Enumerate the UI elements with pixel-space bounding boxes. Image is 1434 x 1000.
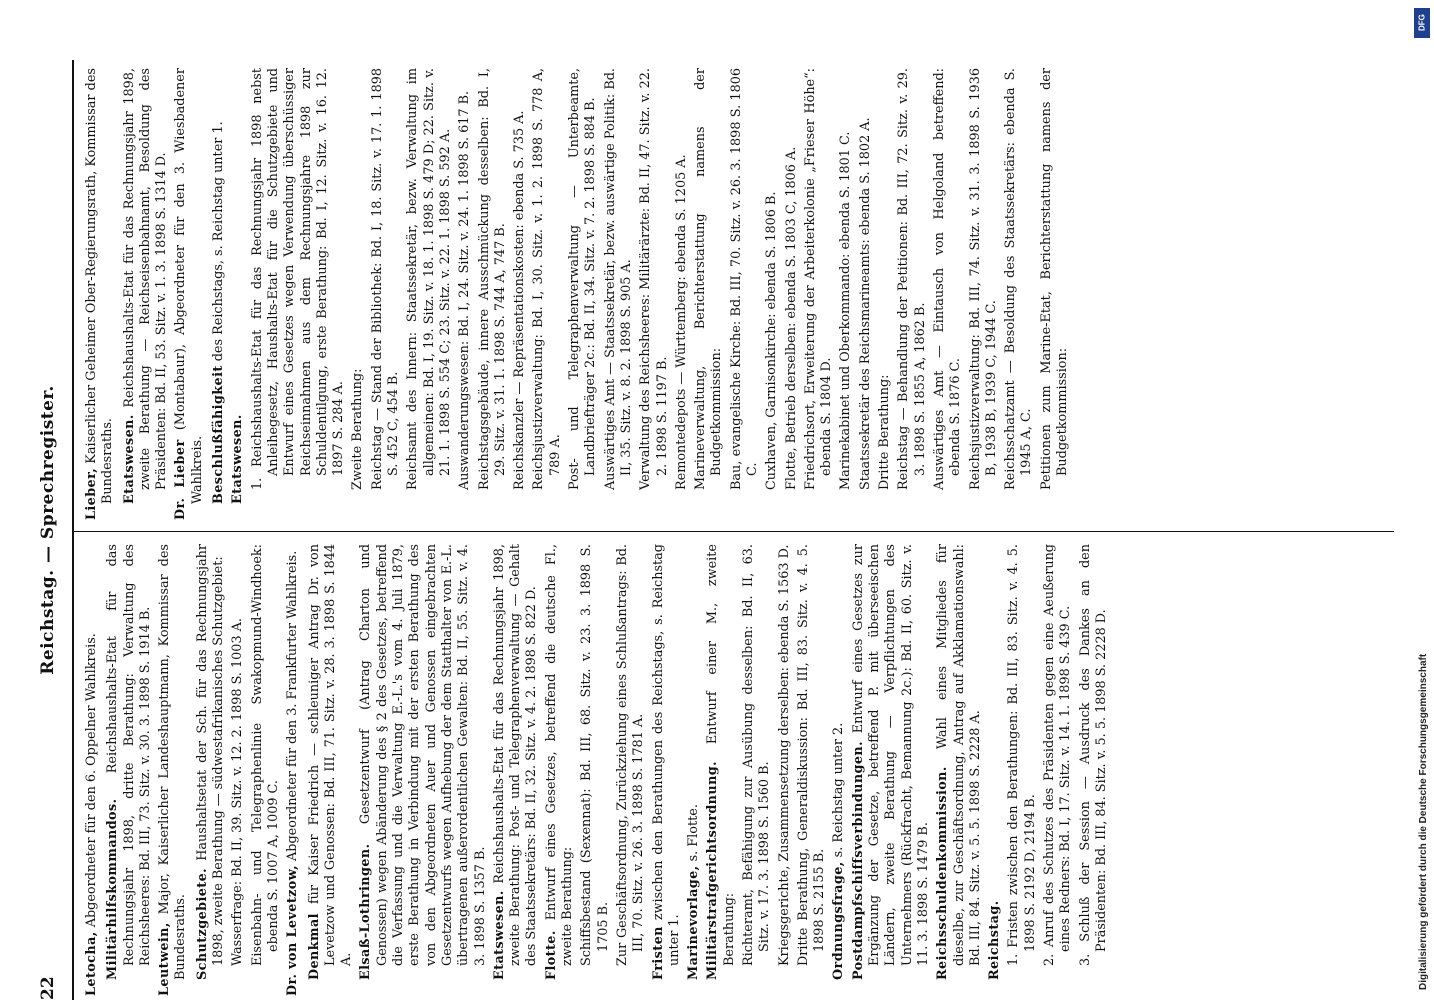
entry-text: Marineverwaltung, Berichterstattung namens der Budgetkommission: — [693, 68, 725, 490]
entry-heading: Etatswesen. — [230, 414, 246, 504]
entry-text: Flotte, Betrieb derselben: ebenda S. 1803 C, 1806 A. — [783, 146, 799, 490]
register-entry — [492, 544, 541, 996]
register-entry — [777, 544, 793, 996]
register-entry — [157, 544, 190, 996]
register-entry — [512, 68, 528, 520]
page-header — [30, 60, 72, 1000]
entry-text: s. Reichstag unter 2. — [831, 722, 847, 862]
entry-text: (Montabaur), Abgeordneter für den 3. Wiesbadener Wahlkreis. — [173, 68, 205, 504]
digitization-note: Digitalisierung gefördert durch die Deutsche Forschungsgemeinschaft — [1418, 653, 1429, 990]
entry-text: Reichshaushalts-Etat für das Rechnungsjahr 1898, zweite Berathung: Post- und Telegraphenverwaltung — Gehalt des Staatssekretärs: Bd. II, 32. Sitz. v. 4. 2. 1898 S. 822 D. — [491, 544, 540, 966]
register-entry — [729, 68, 762, 520]
entry-heading: Reichstag. — [987, 900, 1003, 980]
register-entry — [831, 544, 847, 996]
entry-heading: Schutzgebiete. — [194, 868, 210, 980]
entry-heading: Etatswesen. — [491, 890, 507, 980]
register-entry — [1039, 68, 1072, 520]
entry-text: Bau, evangelische Kirche: Bd. III, 70. Sitz. v. 26. 3. 1898 S. 1806 C. — [728, 68, 760, 490]
entry-text: 2. Anruf des Schutzes des Präsidenten gegen eine Aeußerung eines Redners: Bd. I, 17. Sitz. v. 14. 1. 1898 S. 439 C. — [1042, 544, 1074, 966]
register-entry — [250, 68, 348, 520]
register-entry — [784, 68, 800, 520]
entry-heading: Etatswesen. — [121, 414, 137, 504]
entry-text: Petitionen zum Marine-Etat, Berichterstattung namens der Budgetkommission: — [1038, 68, 1071, 490]
entry-text: Zweite Berathung: — [350, 368, 366, 490]
entry-text: Friedrichsort, Erweiterung der Arbeiterkolonie „Frieser Höhe“: ebenda S. 1804 D. — [802, 68, 835, 490]
entry-text: Reichstag — Stand der Bibliothek: Bd. I, 18. Sitz. v. 17. 1. 1898 S. 452 C, 454 B. — [369, 68, 402, 490]
dfg-logo: DFG — [1414, 8, 1430, 38]
entry-text: Dritte Berathung: — [877, 374, 893, 490]
entry-heading: Dr. von Levetzow, — [285, 865, 301, 996]
register-entry — [803, 68, 836, 520]
register-entry — [544, 544, 577, 996]
right-column — [84, 68, 1390, 520]
register-entry — [567, 68, 600, 520]
entry-text: zwischen den Berathungen des Reichstags, s. Reichstag unter 1. — [650, 544, 682, 966]
entry-text: Reichsjustizverwaltung: Bd. I, 30. Sitz. v. 1. 2. 1898 S. 778 A, 789 A. — [531, 68, 563, 490]
register-entry — [615, 544, 648, 996]
entry-text: für Kaiser Friedrich — schleuniger Antrag Dr. von Levetzow und Genossen: Bd. III, 71. Sitz. v. 28. 3. 1898 S. 1844 A. — [306, 544, 355, 966]
register-entry — [405, 68, 454, 520]
register-entry — [896, 68, 929, 520]
register-entry — [693, 68, 726, 520]
register-entry — [211, 68, 227, 520]
entry-text: Kriegsgerichte, Zusammensetzung derselben: ebenda S. 1563 D. — [776, 544, 792, 966]
entry-heading: Marinevorlage, — [686, 865, 702, 980]
entry-text: 3. Schluß der Session — Ausdruck des Dankes an den Präsidenten: Bd. III, 84. Sitz. v. 5. 5. 1898 S. 2228 D. — [1077, 544, 1109, 966]
entry-text: Auswärtiges Amt — Eintausch von Helgoland betreffend: ebenda S. 1876 C. — [931, 68, 964, 490]
entry-text: Entwurf eines Gesetzes zur Ergänzung der Gesetze, betreffend P. mit überseeischen Ländern, zweite Berathung — Verpflichtungen des Unternehmers (Rückfracht, Bemannung 2c.): Bd. II, 60. Sitz. v. 11. 3. 1898 S. 1479 B. — [850, 544, 931, 966]
register-entry — [350, 68, 366, 520]
register-entry — [686, 544, 702, 996]
register-entry — [307, 544, 356, 996]
register-entry — [796, 544, 829, 996]
entry-heading: Reichsschuldenkommission. — [935, 766, 951, 980]
register-entry — [230, 544, 246, 996]
entry-text: Reichsjustizverwaltung: Bd. III, 74. Sitz. v. 31. 3. 1898 S. 1936 B, 1938 B, 1939 C, 1944 C. — [967, 68, 999, 490]
entry-text: Wahl eines Mitgliedes für dieselbe, zur Geschäftsordnung, Antrag auf Akklamationswahl: Bd. III, 84. Sitz. v. 5. 5. 1898 S. 2228 A. — [935, 544, 983, 966]
register-entry — [764, 68, 780, 520]
entry-heading: Postdampfschiffsverbindungen. — [850, 741, 866, 980]
register-entry — [851, 544, 932, 996]
entry-heading: Letocha, — [84, 931, 99, 996]
entry-heading: Fristen — [650, 926, 666, 980]
register-entry — [230, 68, 246, 520]
register-entry — [105, 544, 154, 996]
entry-text: Dritte Berathung, Generaldiskussion: Bd. III, 83. Sitz. v. 4. 5. 1898 S. 2155 B. — [795, 544, 828, 966]
entry-text: Verwaltung des Reichsheeres: Militärärzte: Bd. II, 47. Sitz. v. 22. 2. 1898 S. 1197 B. — [638, 68, 670, 490]
entry-heading: Beschlußfähigkeit — [211, 365, 227, 504]
left-column — [84, 544, 1390, 996]
entry-text: s. Flotte. — [686, 804, 702, 866]
entry-text: Reichstagsgebäude, innere Ausschmückung desselben: Bd. I, 29. Sitz. v. 31. 1. 1898 S. 744 A, 747 B. — [476, 68, 508, 490]
entry-text: Auswärtiges Amt — Staatssekretär, bezw. auswärtige Politik: Bd. II, 35. Sitz. v. 8. 2. 1898 S. 905 A. — [602, 68, 634, 490]
entry-heading: Denkmal — [306, 913, 322, 980]
register-entry — [84, 68, 117, 520]
register-entry — [84, 544, 100, 996]
entry-heading: Ordnungsfrage, — [831, 861, 847, 980]
entry-heading: Militärstrafgerichtsordnung. — [705, 761, 721, 980]
entry-text: Reichsamt des Innern: Staatssekretär, bezw. Verwaltung im allgemeinen: Bd. I, 19. Sitz. v. 18. 1. 1898 S. 479 D; 22. Sitz. v. 21. 1. 1898 S. 554 C; 23. Sitz. v. 22. 1. 1898 S. 592 A. — [405, 68, 453, 490]
entry-text: Kaiserlicher Geheimer Ober-Regierungsrath, Kommissar des Bundesraths. — [84, 68, 116, 504]
register-entry — [477, 68, 510, 520]
register-entry — [457, 68, 473, 520]
entry-heading: Leutwein, — [157, 922, 173, 996]
entry-text: Entwurf eines Gesetzes, betreffend die deutsche Fl., zweite Berathung: — [543, 544, 576, 966]
register-entry — [1078, 544, 1111, 996]
entry-text: Haushaltsetat der Sch. für das Rechnungsjahr 1898, zweite Berathung — südwestafrikanisches Schutzgebiet: — [194, 544, 227, 966]
entry-text: Cuxhaven, Garnisonkirche: ebenda S. 1806 B. — [764, 191, 780, 490]
entry-heading: Flotte. — [543, 930, 559, 980]
register-entry — [173, 68, 206, 520]
register-entry — [579, 544, 612, 996]
register-entry — [705, 544, 738, 996]
entry-text: Post- und Telegraphenverwaltung — Unterbeamte, Landbriefträger 2c.: Bd. II, 34. Sitz. v. 7. 2. 1898 S. 884 B. — [567, 68, 599, 490]
entry-heading: Dr. Lieber — [173, 439, 189, 520]
register-entry — [987, 544, 1003, 996]
rotated-page — [30, 60, 1400, 1000]
column-divider — [74, 531, 1394, 532]
entry-text: Reichskanzler — Repräsentationskosten: ebenda S. 735 A. — [512, 110, 528, 490]
register-entry — [122, 68, 171, 520]
entry-heading: Elsaß-Lothringen. — [358, 843, 374, 980]
entry-text: des Reichstags, s. Reichstag unter 1. — [211, 121, 227, 366]
register-entry — [1042, 544, 1075, 996]
register-entry — [935, 544, 984, 996]
entry-text: Reichshaushalts-Etat für das Rechnungsjahr 1898, zweite Berathung — Reichseisenbahnamt, Besoldung des Präsidenten: Bd. II, 53. Sitz. v. 1. 3. 1898 S. 1314 D. — [121, 68, 170, 490]
register-entry — [250, 544, 283, 996]
register-entry — [932, 68, 965, 520]
entry-text: Staatssekretär des Reichsmarineamts: ebenda S. 1802 A. — [857, 117, 873, 490]
entry-heading: Lieber, — [84, 467, 99, 520]
register-entry — [838, 68, 854, 520]
register-entry — [195, 544, 228, 996]
header-rule — [72, 60, 74, 1000]
register-entry — [1003, 68, 1036, 520]
entry-text: Reichsschatzamt — Besoldung des Staatssekretärs: ebenda S. 1945 A, C. — [1003, 68, 1035, 490]
register-entry — [674, 68, 690, 520]
entry-text: Gesetzentwurf (Antrag Charton und Genossen) wegen Abänderung des § 2 des Gesetzes, betreffend die Verfassung und die Verwaltung E.-L.'s vom 4. Juli 1879, erste Berathung in Verbindung mit der ersten Berathung des von den Abgeordneten Auer und Genossen eingebrachten Gesetzentwurfs wegen Aufhebung der dem Statthalter von E.-L. übertragenen außerordentlichen Gewalten: Bd. II, 55. Sitz. v. 4. 3. 1898 S. 1357 B. — [358, 544, 488, 966]
entry-text: Abgeordneter für den 3. Frankfurter Wahlkreis. — [285, 550, 301, 866]
entry-text: 1. Reichshaushalts-Etat für das Rechnungsjahr 1898 nebst Anleihegesetz, Haushalts-Etat für die Schutzgebiete und Entwurf eines Gesetzes wegen Verwendung überschüssiger Reichseinnahmen aus dem Rechnungsjahre 1898 zur Schuldentilgung, erste Berathung: Bd. I, 12. Sitz. v. 16. 12. 1897 S. 284 A. — [249, 68, 347, 490]
entry-text: Zur Geschäftsordnung, Zurückziehung eines Schlußantrags: Bd. III, 70. Sitz. v. 26. 3. 1898 S. 1781 A. — [614, 544, 647, 966]
entry-text: Eisenbahn- und Telegraphenlinie Swakopmund-Windhoek: ebenda S. 1007 A, 1009 C. — [249, 544, 281, 966]
entry-text: Schiffsbestand (Sexennat): Bd. III, 68. Sitz. v. 23. 3. 1898 S. 1705 B. — [579, 544, 611, 966]
register-entry — [651, 544, 684, 996]
entry-text: Reichshaushalts-Etat für das Rechnungsjahr 1898, dritte Berathung: Verwaltung des Reichsheeres: Bd. III, 73. Sitz. v. 30. 3. 1898 S. 1914 B. — [105, 544, 153, 966]
entry-text: Marinekabinet und Oberkommando: ebenda S. 1801 C. — [838, 131, 854, 490]
entry-text: 1. Fristen zwischen den Berathungen: Bd. III, 83. Sitz. v. 4. 5. 1898 S. 2192 D, 2194 B. — [1006, 544, 1038, 966]
register-entry — [370, 68, 403, 520]
page-title: Reichstag. — Sprechregister. — [38, 385, 58, 675]
page-number: 22 — [38, 976, 58, 1000]
entry-text: Reichstag — Behandlung der Petitionen: Bd. III, 72. Sitz. v. 29. 3. 1898 S. 1855 A, 1862 B. — [896, 68, 928, 490]
entry-text: Auswanderungswesen: Bd. I, 24. Sitz. v. 24. 1. 1898 S. 617 B. — [457, 90, 473, 490]
entry-text: Abgeordneter für den 6. Oppelner Wahlkreis. — [84, 633, 99, 932]
register-entry — [741, 544, 774, 996]
register-entry — [285, 544, 301, 996]
entry-text: Remontedepots — Württemberg: ebenda S. 1205 A. — [673, 154, 689, 490]
register-entry — [603, 68, 636, 520]
register-entry — [877, 68, 893, 520]
entry-text: Entwurf einer M., zweite Berathung: — [705, 544, 737, 966]
entry-text: Major, Kaiserlicher Landeshauptmann, Kommissar des Bundesraths. — [157, 544, 189, 980]
register-entry — [1006, 544, 1039, 996]
register-entry — [531, 68, 564, 520]
register-entry — [358, 544, 488, 996]
register-entry — [858, 68, 874, 520]
entry-heading: Militärhilfskommandos. — [105, 798, 121, 980]
register-entry — [968, 68, 1001, 520]
register-entry — [638, 68, 671, 520]
entry-text: Wasserfrage: Bd. II, 39. Sitz. v. 12. 2. 1898 S. 1003 A. — [230, 618, 246, 966]
entry-text: Richteramt, Befähigung zur Ausübung desselben: Bd. II, 63. Sitz. v. 17. 3. 1898 S. 1560 B. — [740, 544, 773, 966]
